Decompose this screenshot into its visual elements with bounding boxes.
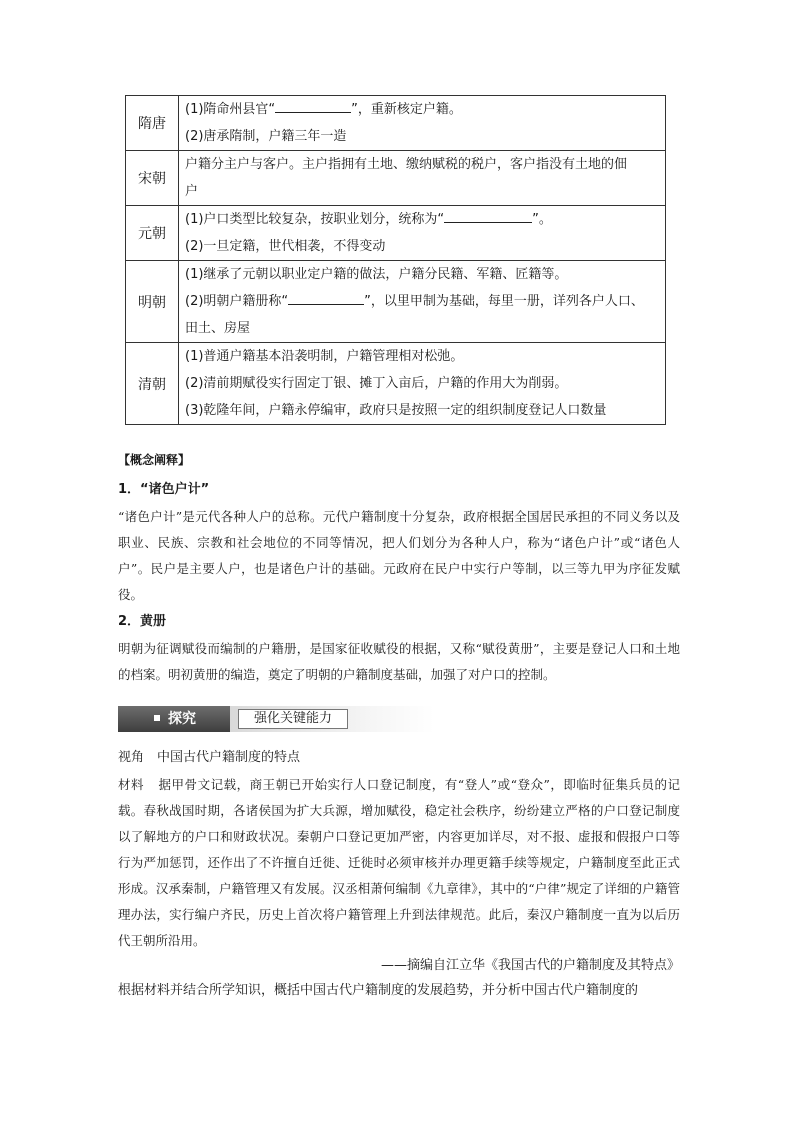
line-text: 户: [185, 184, 199, 199]
line-text: (2)唐承隋制，户籍三年一造: [185, 129, 347, 144]
table-row: [126, 151, 666, 206]
content-line: [185, 315, 659, 342]
content-line: [185, 343, 659, 370]
line-text: 户籍分主户与客户。主户指拥有土地、缴纳赋税的税户，客户指没有土地的佃: [185, 157, 628, 172]
content-cell: [179, 151, 666, 206]
concept-section: [118, 450, 680, 688]
explore-angle: 视角 中国古代户籍制度的特点: [118, 750, 301, 765]
line-text: 田土、房屋: [185, 321, 251, 336]
content-cell: [179, 261, 666, 343]
line-text: (2)清前期赋役实行固定丁银、摊丁入亩后，户籍的作用大为削弱。: [185, 376, 568, 391]
fill-in-blank[interactable]: [288, 290, 364, 305]
line-text: (2)一旦定籍，世代相袭，不得变动: [185, 239, 386, 254]
concept-item1-title: 1．“诸色户计”: [118, 482, 210, 497]
content-line: [185, 288, 659, 315]
era-cell: 元朝: [126, 206, 179, 261]
content-line: [185, 370, 659, 397]
concept-item2-body: 明朝为征调赋役而编制的户籍册，是国家征收赋役的根据，又称“赋役黄册”，主要是登记人口和土地的档案。明初黄册的编造，奠定了明朝的户籍制度基础，加强了对户口的控制。: [118, 641, 680, 682]
content-line: [185, 178, 659, 205]
content-line: [185, 123, 659, 150]
material-source: ——摘编自江立华《我国古代的户籍制度及其特点》: [380, 958, 680, 973]
concept-label: 【概念阐释】: [118, 453, 191, 467]
content-line: [185, 206, 659, 233]
household-registration-table: [125, 95, 666, 425]
content-cell: [179, 343, 666, 425]
era-cell: 清朝: [126, 343, 179, 425]
material-paragraph: [118, 772, 680, 954]
fill-in-blank[interactable]: [444, 208, 532, 223]
line-text: (2)明朝户籍册称“: [185, 294, 289, 309]
explore-banner: [118, 706, 434, 732]
square-bullet-icon: [154, 715, 160, 721]
line-text: (1)普通户籍基本沿袭明制，户籍管理相对松弛。: [185, 349, 464, 364]
line-text-after: ”，重新核定户籍。: [351, 102, 462, 117]
era-cell: 隋唐: [126, 96, 179, 151]
banner-title: [118, 706, 230, 732]
table-row: [126, 343, 666, 425]
content-line: [185, 96, 659, 123]
banner-left-text: 探究: [168, 711, 196, 727]
table-row: [126, 261, 666, 343]
content-line: [185, 261, 659, 288]
era-cell: 明朝: [126, 261, 179, 343]
line-text: (1)户口类型比较复杂，按职业划分，统称为“: [185, 212, 445, 227]
line-text-after: ”。: [532, 212, 552, 227]
content-line: [185, 397, 659, 424]
concept-item1-body: “诸色户计”是元代各种人户的总称。元代户籍制度十分复杂，政府根据全国居民承担的不同义务以及职业、民族、宗教和社会地位的不同等情况，把人们划分为各种人户，称为“诸色户计”或“诸色人户”。民户是主要人户，也是诸色户计的基础。元政府在民户中实行户等制，以三等九甲为序征发赋役。: [118, 509, 680, 602]
line-text: (1)隋命州县官“: [185, 102, 276, 117]
banner-subtitle: 强化关键能力: [238, 709, 348, 729]
concept-item2-title: 2．黄册: [118, 614, 167, 629]
content-cell: [179, 96, 666, 151]
era-cell: 宋朝: [126, 151, 179, 206]
material-body: 据甲骨文记载，商王朝已开始实行人口登记制度，有“登人”或“登众”，即临时征集兵员的记载。春秋战国时期，各诸侯国为扩大兵源，增加赋役，稳定社会秩序，纷纷建立严格的户口登记制度以了解地方的户口和财政状况。秦朝户口登记更加严密，内容更加详尽，对不报、虚报和假报户口等行为严加惩罚，还作出了不许擅自迁徙、迁徙时必须审核并办理更籍手续等规定，户籍制度至此正式形成。汉承秦制，户籍管理又有发展。汉丞相萧何编制《九章律》，其中的“户律”规定了详细的户籍管理办法，实行编户齐民，历史上首次将户籍管理上升到法律规范。此后，秦汉户籍制度一直为以后历代王朝所沿用。: [118, 777, 680, 948]
banner-subtitle-area: [230, 706, 434, 732]
content-cell: [179, 206, 666, 261]
table-row: [126, 206, 666, 261]
table-row: [126, 96, 666, 151]
line-text-after: ”，以里甲制为基础，每里一册，详列各户人口、: [364, 294, 644, 309]
material-label: 材料: [118, 777, 145, 792]
content-line: [185, 151, 659, 178]
question-text: 根据材料并结合所学知识，概括中国古代户籍制度的发展趋势，并分析中国古代户籍制度的: [118, 983, 639, 998]
line-text: (1)继承了元朝以职业定户籍的做法，户籍分民籍、军籍、匠籍等。: [185, 267, 568, 282]
fill-in-blank[interactable]: [275, 98, 351, 113]
explore-section: [118, 746, 680, 1004]
line-text: (3)乾隆年间，户籍永停编审，政府只是按照一定的组织制度登记人口数量: [185, 403, 607, 418]
content-line: [185, 233, 659, 260]
